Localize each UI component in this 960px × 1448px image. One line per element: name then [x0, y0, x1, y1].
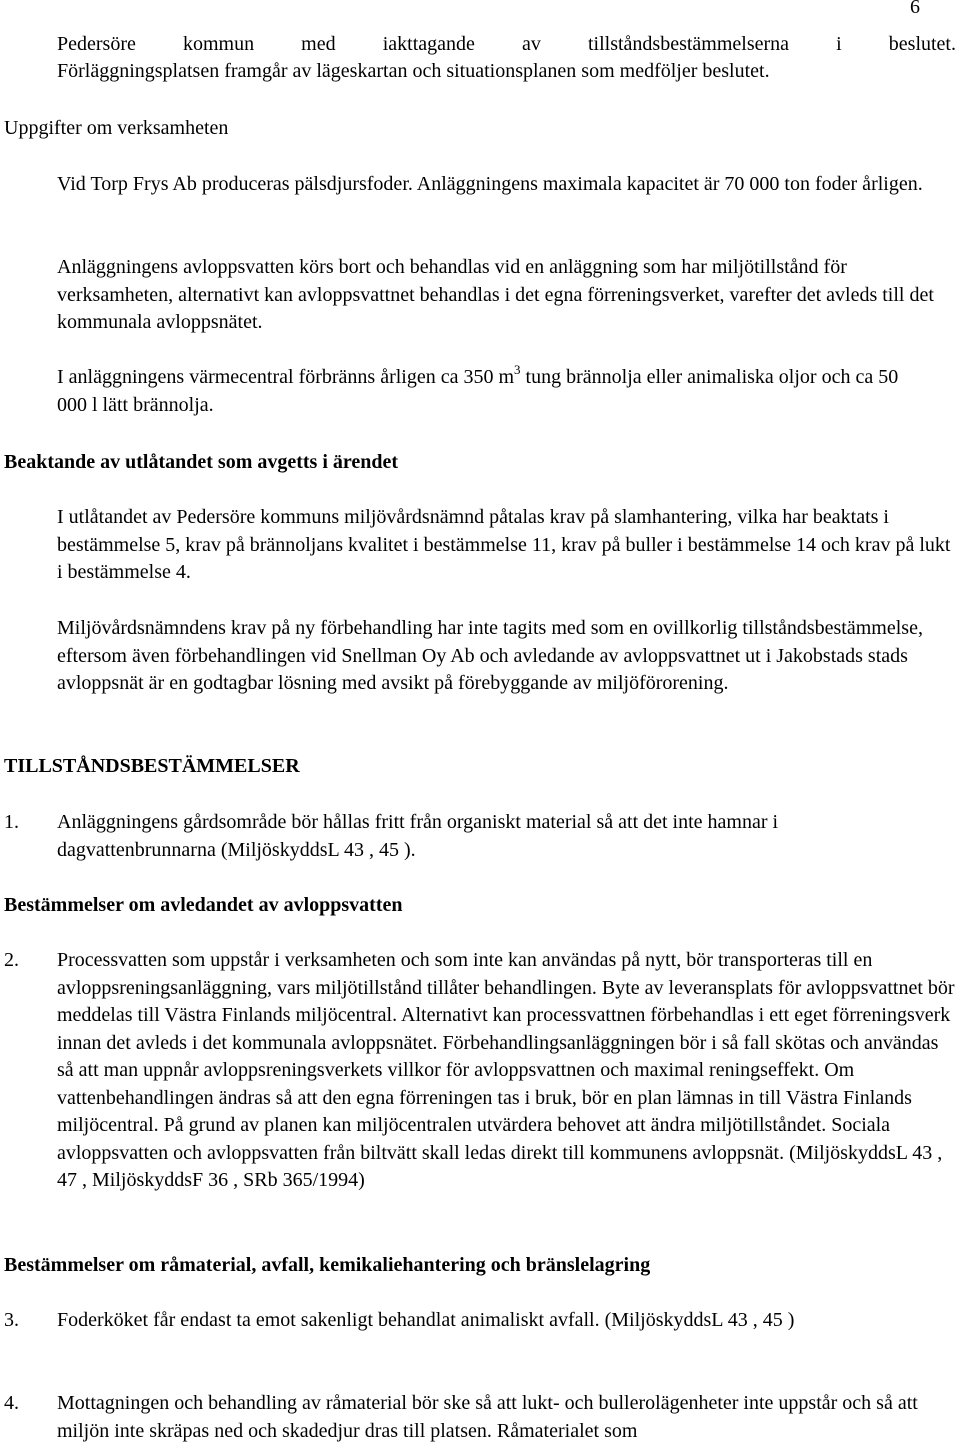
condition-number-4: 4.	[4, 1392, 19, 1414]
sub-heading-materials: Bestämmelser om råmaterial, avfall, kemikaliehantering och bränslelagring	[4, 1254, 651, 1276]
condition-number-2: 2.	[4, 949, 19, 971]
sub-heading-wastewater: Bestämmelser om avledandet av avloppsvatten	[4, 894, 403, 916]
condition-number-1: 1.	[4, 811, 19, 833]
page-number: 6	[910, 0, 920, 18]
statement-paragraph-1: I utlåtandet av Pedersöre kommuns miljövårdsnämnd påtalas krav på slamhantering, vilka har beaktats i bestämmelse 5, krav på brännoljans kvalitet i bestämmelse 11, krav på buller i bestämmelse 14 och krav på lukt i bestämmelse 4.	[57, 506, 951, 583]
section-heading-conditions: TILLSTÅNDSBESTÄMMELSER	[4, 755, 300, 777]
statement-paragraph-2: Miljövårdsnämndens krav på ny förbehandling har inte tagits med som en ovillkorlig tillståndsbestämmelse, eftersom även förbehandlingen vid Snellman Oy Ab och avledande av avloppsvattnet ut i Jakobstads stads avloppsnät är en godtagbar lösning med avsikt på förebyggande av miljöförorening.	[57, 617, 923, 694]
operations-paragraph-2: Anläggningens avloppsvatten körs bort och behandlas vid en anläggning som har miljötillstånd för verksamheten, alternativt kan avloppsvattnet behandlas i det egna förreningsverket, varefter det avleds till det kommunala avloppsnätet.	[57, 256, 934, 333]
operations-paragraph-3-after: tung brännolja eller animaliska oljor och ca 50 000 l lätt brännolja.	[57, 366, 899, 416]
operations-paragraph-1: Vid Torp Frys Ab produceras pälsdjursfoder. Anläggningens maximala kapacitet är 70 000 ton foder årligen.	[57, 173, 923, 195]
condition-text-4: Mottagningen och behandling av råmaterial bör ske så att lukt- och bullerolägenheter inte uppstår och så att miljön inte skräpas ned och skadedjur dras till platsen. Råmaterialet som	[57, 1392, 918, 1442]
condition-text-1: Anläggningens gårdsområde bör hållas fritt från organiskt material så att det inte hamnar i dagvattenbrunnarna (MiljöskyddsL 43 , 45 ).	[57, 811, 779, 861]
intro-line-2: Förläggningsplatsen framgår av lägeskartan och situationsplanen som medföljer beslutet.	[57, 60, 770, 82]
operations-paragraph-3-before: I anläggningens värmecentral förbränns årligen ca 350 m	[57, 366, 515, 388]
condition-text-2: Processvatten som uppstår i verksamheten och som inte kan användas på nytt, bör transporteras till en avloppsreningsanläggning, vars miljötillstånd tillåter behandlingen. Byte av leveransplats för avloppsvattnet bör meddelas till Västra Finlands miljöcentral. Alternativt kan processvattnen förbehandlas i ett eget förreningsverk innan det avleds i det kommunala avloppsnätet. Förbehandlingsanläggningen bör i så fall skötas och användas så att man uppnår avloppsreningsverkets villkor för avloppsvattnen och maximal reningseffekt. Om vattenbehandlingen ändras så att den egna förreningen tas i bruk, bör en plan lämnas in till Västra Finlands miljöcentral. På grund av planen kan miljöcentralen utvärdera behovet att ändra miljötillståndet. Sociala avloppsvatten och avloppsvatten från biltvätt skall ledas direkt till kommunens avloppsnät. (MiljöskyddsL 43 , 47 , MiljöskyddsF 36 , SRb 365/1994)	[57, 949, 955, 1191]
operations-paragraph-3	[57, 364, 930, 419]
condition-text-3: Foderköket får endast ta emot sakenligt behandlat animaliskt avfall. (MiljöskyddsL 43 , 45 )	[57, 1309, 795, 1331]
intro-line-1: Pedersöre kommun med iakttagande av tillståndsbestämmelserna i beslutet.	[57, 33, 956, 55]
section-heading-statement: Beaktande av utlåtandet som avgetts i ärendet	[4, 451, 399, 473]
condition-number-3: 3.	[4, 1309, 19, 1331]
section-heading-operations: Uppgifter om verksamheten	[4, 117, 229, 139]
cubic-superscript: 3	[514, 362, 521, 377]
